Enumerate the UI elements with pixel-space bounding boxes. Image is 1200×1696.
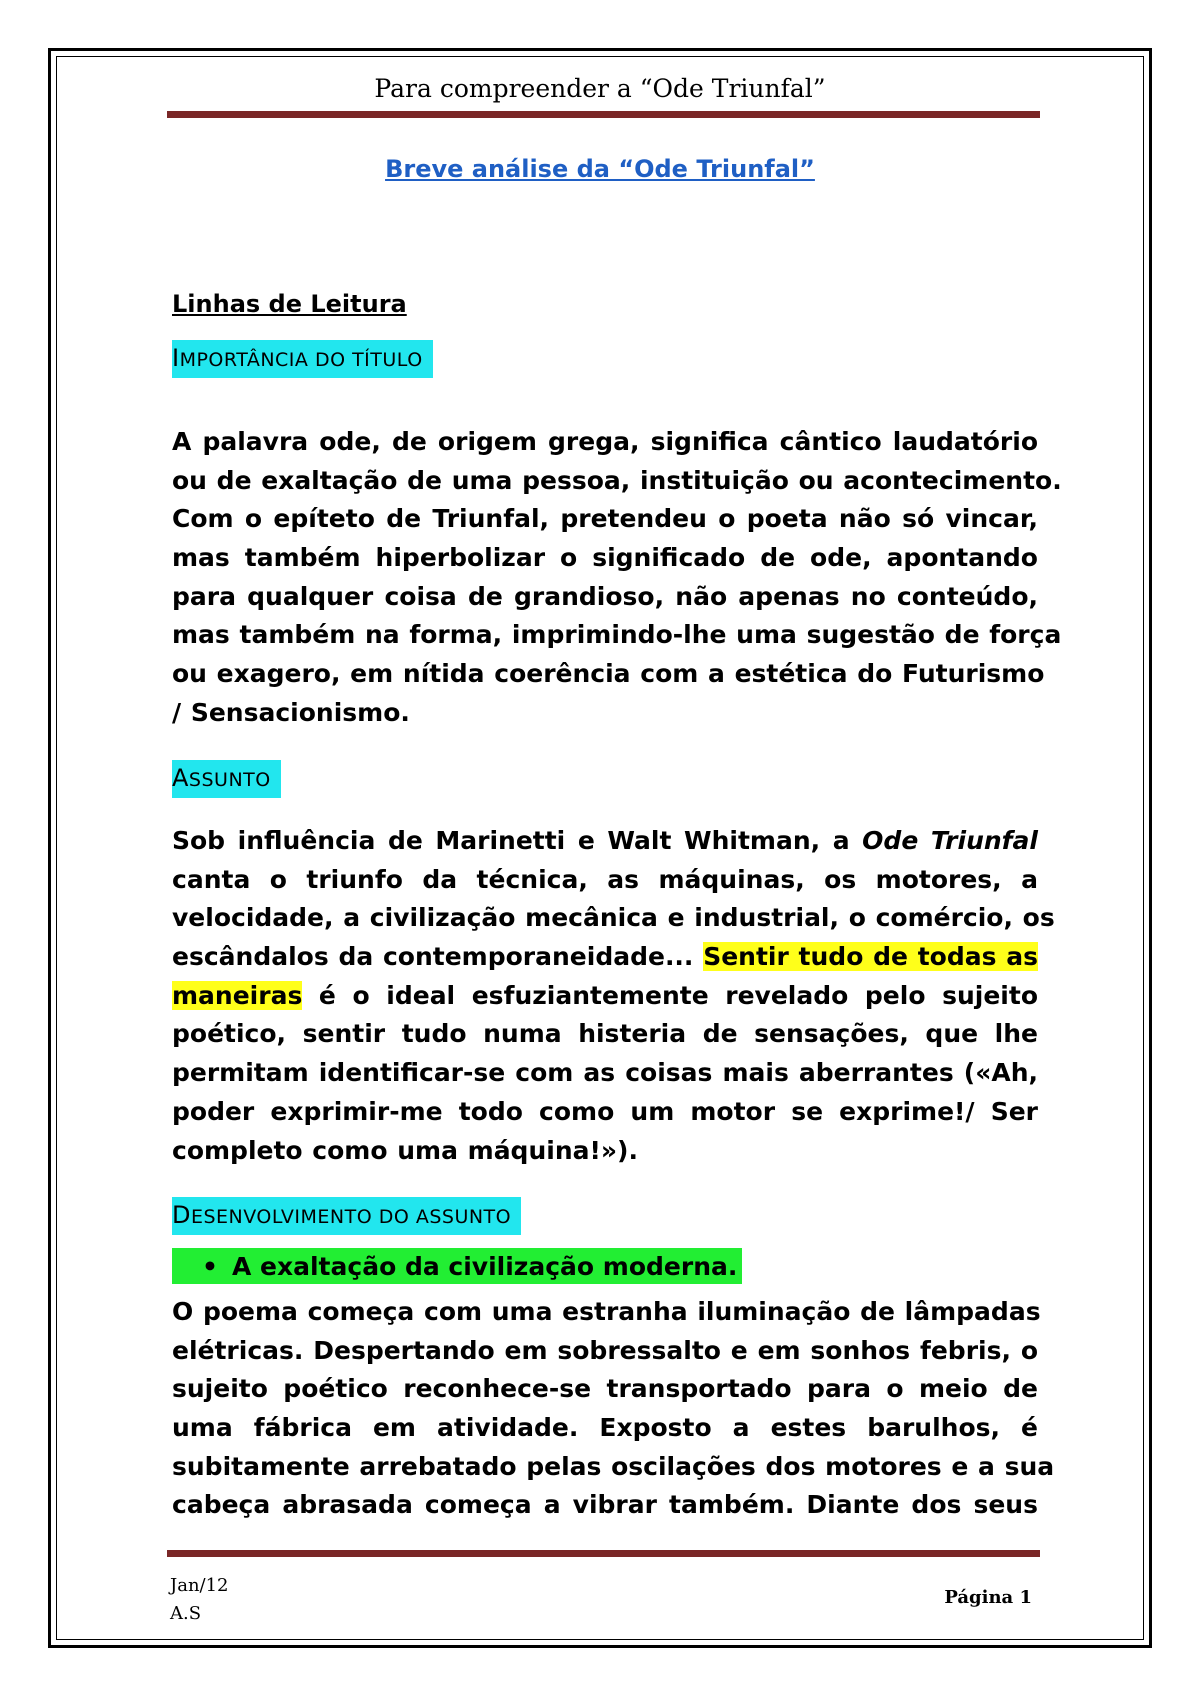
text-line: O poema começa com uma estranha iluminação de lâmpadas xyxy=(172,1297,1041,1326)
text-line: sujeito poético reconhece-se transportado para o meio de xyxy=(172,1374,1038,1404)
paragraph-desenvolvimento xyxy=(172,1293,1055,1525)
text-line: elétricas. Despertando em sobressalto e em sonhos febris, o xyxy=(172,1335,1038,1365)
footer-left xyxy=(170,1572,229,1628)
text-line xyxy=(172,938,1038,977)
label-importancia-titulo xyxy=(172,340,433,378)
paragraph-titulo xyxy=(172,423,1062,733)
text-line xyxy=(172,822,1038,861)
text-line: poético, sentir tudo numa histeria de sensações, que lhe xyxy=(172,1019,1038,1049)
footer-rule xyxy=(167,1550,1040,1557)
text-line: poder exprimir-me todo como um motor se exprime!/ Ser xyxy=(172,1096,1038,1126)
text-line: mas também na forma, imprimindo-lhe uma sugestão de força xyxy=(172,620,1062,650)
page-header: Para compreender a “Ode Triunfal” xyxy=(374,74,826,103)
header-rule xyxy=(167,111,1040,118)
footer-date: Jan/12 xyxy=(170,1575,229,1596)
label-text: ESENVOLVIMENTO DO ASSUNTO xyxy=(190,1206,512,1228)
bullet-text: A exaltação da civilização moderna. xyxy=(231,1252,738,1281)
text-line: Com o epíteto de Triunfal, pretendeu o poeta não só vincar, xyxy=(172,504,1038,534)
text-span: escândalos da contemporaneidade... xyxy=(172,942,704,972)
text-line: uma fábrica em atividade. Exposto a estes barulhos, é xyxy=(172,1413,1038,1443)
text-line: completo como uma máquina!»). xyxy=(172,1135,638,1165)
italic-title: Ode Triunfal xyxy=(862,826,1038,855)
text-line: permitam identificar-se com as coisas mais aberrantes («Ah, xyxy=(172,1058,1038,1088)
label-cap: I xyxy=(172,344,180,372)
label-cap: A xyxy=(172,764,189,792)
text-span: é o ideal esfuziantemente revelado pelo sujeito xyxy=(302,980,1038,1010)
bullet-item xyxy=(172,1248,742,1284)
text-line: mas também hiperbolizar o significado de ode, apontando xyxy=(172,543,1038,573)
highlight-yellow: Sentir tudo de todas as xyxy=(703,942,1038,972)
text-span: Sob influência de Marinetti e Walt Whitman, a xyxy=(172,826,863,855)
section-heading: Linhas de Leitura xyxy=(172,290,407,318)
bullet-dot-icon: • xyxy=(202,1252,218,1281)
text-line: ou de exaltação de uma pessoa, instituição ou acontecimento. xyxy=(172,465,1062,495)
text-line: subitamente arrebatado pelas oscilações dos motores e a sua xyxy=(172,1451,1055,1481)
label-cap: D xyxy=(172,1201,191,1229)
text-line: para qualquer coisa de grandioso, não apenas no conteúdo, xyxy=(172,581,1038,611)
text-line: A palavra ode, de origem grega, significa cântico laudatório xyxy=(172,427,1038,456)
text-line xyxy=(172,977,1038,1016)
text-line: cabeça abrasada começa a vibrar também. Diante dos seus xyxy=(172,1490,1038,1520)
text-line: ou exagero, em nítida coerência com a estética do Futurismo xyxy=(172,659,1045,689)
highlight-yellow: maneiras xyxy=(172,980,303,1010)
label-desenvolvimento xyxy=(172,1197,521,1235)
text-line: velocidade, a civilização mecânica e industrial, o comércio, os xyxy=(172,903,1055,933)
label-text: MPORTÂNCIA DO TÍTULO xyxy=(179,349,423,371)
label-assunto xyxy=(172,760,281,798)
text-line: / Sensacionismo. xyxy=(172,697,410,727)
label-text: SSUNTO xyxy=(188,769,271,791)
paragraph-assunto xyxy=(172,822,1055,1170)
footer-page-number: Página 1 xyxy=(944,1587,1032,1608)
footer-author: A.S xyxy=(170,1603,202,1624)
text-line: canta o triunfo da técnica, as máquinas, os motores, a xyxy=(172,864,1038,894)
document-title: Breve análise da “Ode Triunfal” xyxy=(385,155,815,183)
